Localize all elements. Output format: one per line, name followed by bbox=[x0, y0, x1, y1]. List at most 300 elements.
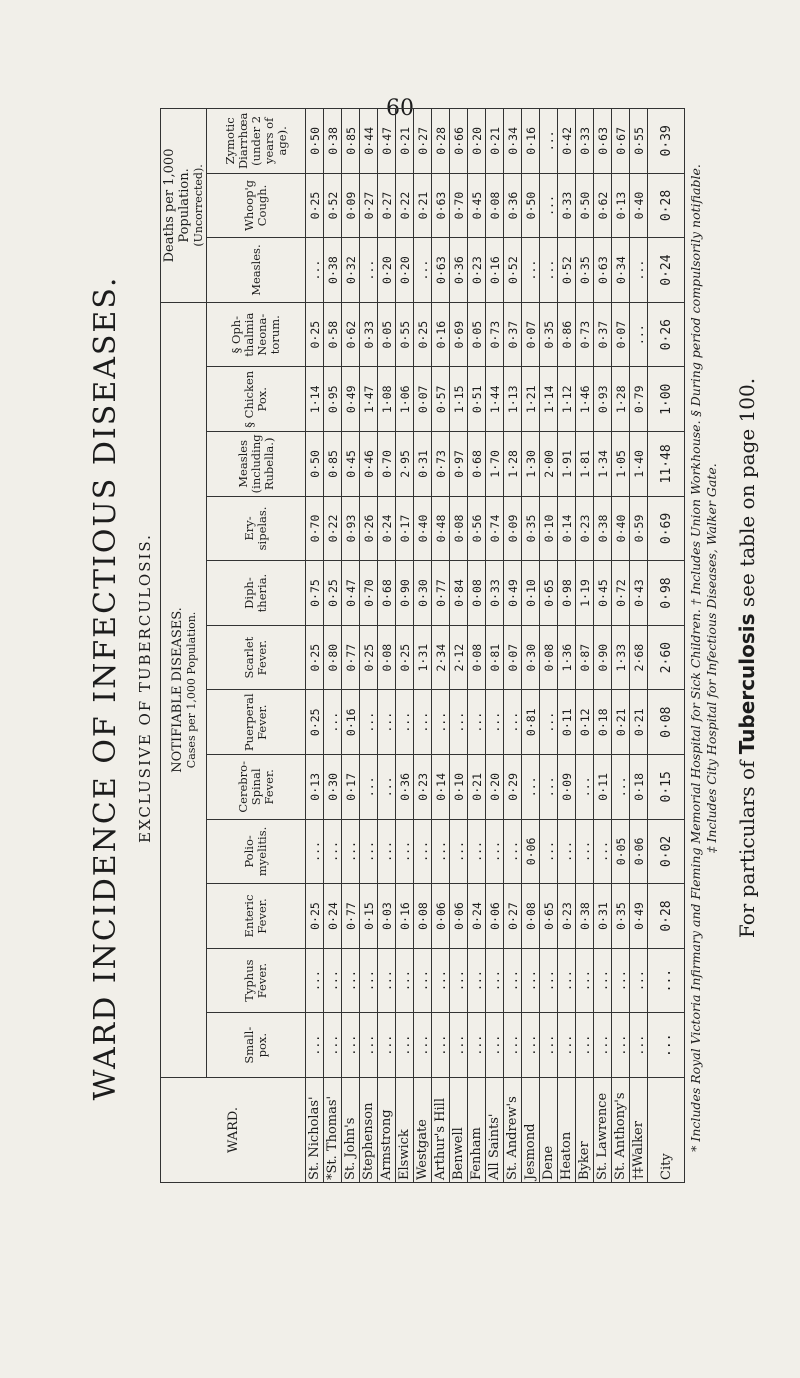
rate-cell: ... bbox=[540, 238, 558, 303]
rate-cell: 1·40 bbox=[630, 432, 648, 497]
rate-cell: ... bbox=[360, 755, 378, 820]
rate-cell: 0·14 bbox=[432, 755, 450, 820]
rate-cell: ... bbox=[360, 238, 378, 303]
rate-cell: 0·06 bbox=[630, 819, 648, 884]
column-header: Zymotic Diarrhœa (under 2 years of age). bbox=[207, 109, 306, 174]
rate-cell: ... bbox=[414, 819, 432, 884]
table-row bbox=[648, 109, 685, 1183]
rate-cell: 0·05 bbox=[612, 819, 630, 884]
page-title: WARD INCIDENCE OF INFECTIOUS DISEASES. bbox=[88, 275, 123, 1101]
rate-cell: ... bbox=[324, 690, 342, 755]
rate-cell: 2·95 bbox=[396, 432, 414, 497]
rate-cell: 0·09 bbox=[342, 173, 360, 238]
rate-cell: 0·93 bbox=[594, 367, 612, 432]
footnote-2: ‡ Includes City Hospital for Infectious Diseases, Walker Gate. bbox=[704, 463, 719, 853]
rate-cell: 0·52 bbox=[324, 173, 342, 238]
column-header: Whoop'g Cough. bbox=[207, 173, 306, 238]
ward-name: Armstrong bbox=[378, 1078, 396, 1183]
rate-cell: 0·63 bbox=[432, 173, 450, 238]
rate-cell: 0·77 bbox=[342, 625, 360, 690]
rate-cell: 0·55 bbox=[396, 302, 414, 367]
rate-cell: ... bbox=[450, 948, 468, 1013]
rate-cell: 2·12 bbox=[450, 625, 468, 690]
rate-cell: ... bbox=[630, 302, 648, 367]
rate-cell: 0·38 bbox=[594, 496, 612, 561]
rate-cell: ... bbox=[504, 948, 522, 1013]
rate-cell: 0·40 bbox=[630, 173, 648, 238]
column-header: Measles. bbox=[207, 238, 306, 303]
rate-cell: 0·21 bbox=[630, 690, 648, 755]
rate-cell: 0·98 bbox=[648, 561, 685, 626]
rate-cell: 0·63 bbox=[594, 109, 612, 174]
rate-cell: 0·31 bbox=[594, 884, 612, 949]
rate-cell: 0·09 bbox=[558, 755, 576, 820]
rate-cell: 0·23 bbox=[468, 238, 486, 303]
rate-cell: 0·70 bbox=[450, 173, 468, 238]
rate-cell: 0·08 bbox=[468, 625, 486, 690]
rate-cell: 0·08 bbox=[486, 173, 504, 238]
rate-cell: ... bbox=[306, 819, 324, 884]
rate-cell: 1·12 bbox=[558, 367, 576, 432]
rate-cell: 0·33 bbox=[558, 173, 576, 238]
footnote-1: * Includes Royal Victoria Infirmary and Fleming Memorial Hospital for Sick Children. † Includes Union Workhouse. § During period compulsorily notifiable. bbox=[688, 164, 703, 1152]
rate-cell: ... bbox=[324, 948, 342, 1013]
ward-name: St. John's bbox=[342, 1078, 360, 1183]
rate-cell: 0·16 bbox=[396, 884, 414, 949]
column-header: § Chicken Pox. bbox=[207, 367, 306, 432]
rate-cell: 0·16 bbox=[486, 238, 504, 303]
ward-name: Stephenson bbox=[360, 1078, 378, 1183]
rate-cell: 0·15 bbox=[648, 755, 685, 820]
rate-cell: 0·25 bbox=[306, 302, 324, 367]
column-header: § Oph-thalmia Neona-torum. bbox=[207, 302, 306, 367]
rate-cell: 0·38 bbox=[324, 109, 342, 174]
rate-cell: ... bbox=[468, 819, 486, 884]
column-header: Puerperal Fever. bbox=[207, 690, 306, 755]
rate-cell: ... bbox=[342, 819, 360, 884]
rate-cell: ... bbox=[306, 238, 324, 303]
rate-cell: ... bbox=[558, 1013, 576, 1078]
rate-cell: ... bbox=[306, 1013, 324, 1078]
rate-cell: ... bbox=[540, 690, 558, 755]
tuberculosis-reference bbox=[735, 98, 759, 1218]
ward-name: Westgate bbox=[414, 1078, 432, 1183]
rate-cell: ... bbox=[540, 819, 558, 884]
rate-cell: ... bbox=[540, 173, 558, 238]
rate-cell: ... bbox=[522, 1013, 540, 1078]
rate-cell: 0·25 bbox=[414, 302, 432, 367]
rate-cell: 0·35 bbox=[540, 302, 558, 367]
rate-cell: 1·33 bbox=[612, 625, 630, 690]
rate-cell: 0·08 bbox=[414, 884, 432, 949]
rate-cell: ... bbox=[432, 948, 450, 1013]
rate-cell: ... bbox=[414, 948, 432, 1013]
notifiable-group-title: NOTIFIABLE DISEASES. bbox=[169, 607, 185, 773]
rate-cell: 0·47 bbox=[342, 561, 360, 626]
rate-cell: ... bbox=[576, 1013, 594, 1078]
rate-cell: 0·23 bbox=[558, 884, 576, 949]
rate-cell: 1·14 bbox=[306, 367, 324, 432]
rate-cell: 0·81 bbox=[486, 625, 504, 690]
column-header: Typhus Fever. bbox=[207, 948, 306, 1013]
rate-cell: 0·20 bbox=[378, 238, 396, 303]
rate-cell: ... bbox=[540, 1013, 558, 1078]
rate-cell: 0·05 bbox=[468, 302, 486, 367]
rate-cell: 0·35 bbox=[576, 238, 594, 303]
deaths-group-note: (Uncorrected). bbox=[192, 164, 205, 247]
rate-cell: 1·28 bbox=[504, 432, 522, 497]
rate-cell: ... bbox=[450, 690, 468, 755]
rate-cell: 0·18 bbox=[594, 690, 612, 755]
rate-cell: ... bbox=[504, 819, 522, 884]
table-row bbox=[432, 109, 450, 1183]
rate-cell: 0·25 bbox=[396, 625, 414, 690]
rate-cell: ... bbox=[378, 690, 396, 755]
rate-cell: 1·30 bbox=[522, 432, 540, 497]
table-row bbox=[450, 109, 468, 1183]
rate-cell: 1·44 bbox=[486, 367, 504, 432]
incidence-table bbox=[160, 108, 685, 1183]
rate-cell: 0·11 bbox=[594, 755, 612, 820]
rate-cell: ... bbox=[432, 819, 450, 884]
rate-cell: 1·19 bbox=[576, 561, 594, 626]
table-row bbox=[468, 109, 486, 1183]
column-header-row bbox=[207, 109, 306, 1183]
table-row bbox=[522, 109, 540, 1183]
rate-cell: 0·38 bbox=[324, 238, 342, 303]
column-header: Cerebro-Spinal Fever. bbox=[207, 755, 306, 820]
rate-cell: ... bbox=[486, 819, 504, 884]
rate-cell: 0·25 bbox=[324, 561, 342, 626]
table-row bbox=[612, 109, 630, 1183]
rate-cell: 0·12 bbox=[576, 690, 594, 755]
table-row bbox=[576, 109, 594, 1183]
rate-cell: ... bbox=[306, 948, 324, 1013]
rate-cell: 0·59 bbox=[630, 496, 648, 561]
rate-cell: ... bbox=[504, 690, 522, 755]
rate-cell: 0·06 bbox=[432, 884, 450, 949]
rate-cell: 0·08 bbox=[522, 884, 540, 949]
rate-cell: 0·17 bbox=[342, 755, 360, 820]
rate-cell: 0·57 bbox=[432, 367, 450, 432]
rate-cell: 0·10 bbox=[450, 755, 468, 820]
rate-cell: ... bbox=[342, 948, 360, 1013]
rate-cell: ... bbox=[396, 1013, 414, 1078]
rate-cell: 0·56 bbox=[468, 496, 486, 561]
rate-cell: 0·65 bbox=[540, 884, 558, 949]
rate-cell: 0·49 bbox=[504, 561, 522, 626]
rate-cell: ... bbox=[360, 819, 378, 884]
ward-name: Jesmond bbox=[522, 1078, 540, 1183]
rate-cell: ... bbox=[324, 1013, 342, 1078]
rate-cell: 0·24 bbox=[648, 238, 685, 303]
rate-cell: 0·27 bbox=[504, 884, 522, 949]
rate-cell: 0·30 bbox=[414, 561, 432, 626]
rate-cell: 0·48 bbox=[432, 496, 450, 561]
rate-cell: 0·13 bbox=[306, 755, 324, 820]
rate-cell: ... bbox=[612, 755, 630, 820]
rate-cell: 0·40 bbox=[612, 496, 630, 561]
rate-cell: 0·98 bbox=[558, 561, 576, 626]
ward-name: Elswick bbox=[396, 1078, 414, 1183]
rate-cell: 0·28 bbox=[648, 884, 685, 949]
rate-cell: 0·44 bbox=[360, 109, 378, 174]
rate-cell: 0·73 bbox=[432, 432, 450, 497]
rate-cell: 0·08 bbox=[648, 690, 685, 755]
rate-cell: 0·50 bbox=[522, 173, 540, 238]
rate-cell: 0·38 bbox=[576, 884, 594, 949]
rate-cell: 0·14 bbox=[558, 496, 576, 561]
notifiable-group-header bbox=[161, 302, 207, 1077]
rate-cell: 0·23 bbox=[576, 496, 594, 561]
rate-cell: ... bbox=[396, 690, 414, 755]
rate-cell: 1·06 bbox=[396, 367, 414, 432]
rate-cell: 0·16 bbox=[342, 690, 360, 755]
rate-cell: 0·45 bbox=[342, 432, 360, 497]
rate-cell: 0·08 bbox=[468, 561, 486, 626]
table-row bbox=[306, 109, 324, 1183]
rate-cell: 0·36 bbox=[396, 755, 414, 820]
rate-cell: 0·27 bbox=[414, 109, 432, 174]
rate-cell: 0·10 bbox=[540, 496, 558, 561]
column-header: Polio-myelitis. bbox=[207, 819, 306, 884]
rate-cell: ... bbox=[558, 948, 576, 1013]
rate-cell: 0·39 bbox=[648, 109, 685, 174]
table-body bbox=[306, 109, 685, 1183]
rate-cell: ... bbox=[612, 1013, 630, 1078]
rate-cell: 1·81 bbox=[576, 432, 594, 497]
rate-cell: 0·25 bbox=[306, 625, 324, 690]
ward-name: St. Nicholas' bbox=[306, 1078, 324, 1183]
rate-cell: ... bbox=[486, 1013, 504, 1078]
rate-cell: 0·25 bbox=[306, 690, 324, 755]
rate-cell: ... bbox=[324, 819, 342, 884]
rate-cell: 0·50 bbox=[576, 173, 594, 238]
rate-cell: 0·62 bbox=[342, 302, 360, 367]
rate-cell: 0·52 bbox=[504, 238, 522, 303]
rate-cell: ... bbox=[540, 948, 558, 1013]
rate-cell: 1·47 bbox=[360, 367, 378, 432]
rate-cell: 0·47 bbox=[378, 109, 396, 174]
column-header: Ery-sipelas. bbox=[207, 496, 306, 561]
rate-cell: 0·52 bbox=[558, 238, 576, 303]
rate-cell: 0·40 bbox=[414, 496, 432, 561]
rate-cell: ... bbox=[576, 948, 594, 1013]
rate-cell: 0·67 bbox=[612, 109, 630, 174]
rate-cell: 0·31 bbox=[414, 432, 432, 497]
rate-cell: 0·50 bbox=[306, 109, 324, 174]
column-header: Enteric Fever. bbox=[207, 884, 306, 949]
column-header: Diph-theria. bbox=[207, 561, 306, 626]
rate-cell: ... bbox=[360, 690, 378, 755]
rate-cell: 0·46 bbox=[360, 432, 378, 497]
rate-cell: 0·51 bbox=[468, 367, 486, 432]
rate-cell: 2·68 bbox=[630, 625, 648, 690]
rate-cell: 0·74 bbox=[486, 496, 504, 561]
rate-cell: ... bbox=[486, 690, 504, 755]
rate-cell: 0·90 bbox=[594, 625, 612, 690]
rate-cell: 0·49 bbox=[342, 367, 360, 432]
rate-cell: ... bbox=[558, 819, 576, 884]
rate-cell: ... bbox=[504, 1013, 522, 1078]
table-row bbox=[558, 109, 576, 1183]
rate-cell: ... bbox=[432, 1013, 450, 1078]
rate-cell: ... bbox=[414, 1013, 432, 1078]
ref-prefix: For particulars of bbox=[735, 760, 759, 939]
rate-cell: 1·00 bbox=[648, 367, 685, 432]
rate-cell: 0·68 bbox=[468, 432, 486, 497]
rate-cell: ... bbox=[378, 755, 396, 820]
rate-cell: 0·21 bbox=[612, 690, 630, 755]
rate-cell: 0·24 bbox=[324, 884, 342, 949]
rate-cell: ... bbox=[378, 819, 396, 884]
rate-cell: 0·45 bbox=[468, 173, 486, 238]
rate-cell: 0·50 bbox=[306, 432, 324, 497]
page-number: 60 bbox=[386, 96, 414, 121]
rate-cell: 0·09 bbox=[504, 496, 522, 561]
rate-cell: 0·62 bbox=[594, 173, 612, 238]
rate-cell: 1·05 bbox=[612, 432, 630, 497]
rate-cell: ... bbox=[450, 1013, 468, 1078]
rate-cell: 0·26 bbox=[360, 496, 378, 561]
rate-cell: 1·46 bbox=[576, 367, 594, 432]
rate-cell: ... bbox=[468, 690, 486, 755]
rate-cell: 0·25 bbox=[306, 173, 324, 238]
rate-cell: ... bbox=[396, 948, 414, 1013]
rate-cell: 1·36 bbox=[558, 625, 576, 690]
rate-cell: ... bbox=[630, 238, 648, 303]
ward-name: Dene bbox=[540, 1078, 558, 1183]
rate-cell: 0·70 bbox=[306, 496, 324, 561]
rate-cell: ... bbox=[522, 238, 540, 303]
rate-cell: 1·14 bbox=[540, 367, 558, 432]
rate-cell: 0·70 bbox=[360, 561, 378, 626]
incidence-table-wrapper bbox=[160, 108, 675, 1183]
rate-cell: 0·55 bbox=[630, 109, 648, 174]
rate-cell: 0·18 bbox=[630, 755, 648, 820]
rate-cell: ... bbox=[576, 755, 594, 820]
rate-cell: 0·28 bbox=[648, 173, 685, 238]
rate-cell: 0·77 bbox=[432, 561, 450, 626]
rate-cell: ... bbox=[468, 948, 486, 1013]
rate-cell: 0·77 bbox=[342, 884, 360, 949]
rate-cell: 0·87 bbox=[576, 625, 594, 690]
notifiable-group-unit: Cases per 1,000 Population. bbox=[184, 611, 198, 769]
rate-cell: 0·34 bbox=[612, 238, 630, 303]
rate-cell: 0·72 bbox=[612, 561, 630, 626]
rate-cell: 0·20 bbox=[396, 238, 414, 303]
column-header: Measles (including Rubella.) bbox=[207, 432, 306, 497]
table-row bbox=[486, 109, 504, 1183]
rate-cell: 0·35 bbox=[522, 496, 540, 561]
table-row bbox=[504, 109, 522, 1183]
rate-cell: 0·30 bbox=[324, 755, 342, 820]
rate-cell: 0·69 bbox=[450, 302, 468, 367]
rate-cell: 0·32 bbox=[342, 238, 360, 303]
rate-cell: 0·21 bbox=[396, 109, 414, 174]
rate-cell: ... bbox=[450, 819, 468, 884]
rate-cell: 0·42 bbox=[558, 109, 576, 174]
table-row bbox=[360, 109, 378, 1183]
rate-cell: 0·49 bbox=[630, 884, 648, 949]
rate-cell: ... bbox=[630, 948, 648, 1013]
rate-cell: ... bbox=[630, 1013, 648, 1078]
rate-cell: 0·33 bbox=[576, 109, 594, 174]
rate-cell: 0·33 bbox=[360, 302, 378, 367]
rate-cell: 0·16 bbox=[522, 109, 540, 174]
rate-cell: 0·69 bbox=[648, 496, 685, 561]
rate-cell: 0·20 bbox=[486, 755, 504, 820]
rate-cell: 1·21 bbox=[522, 367, 540, 432]
rate-cell: 0·10 bbox=[522, 561, 540, 626]
rate-cell: 0·07 bbox=[414, 367, 432, 432]
rate-cell: 0·84 bbox=[450, 561, 468, 626]
rate-cell: 2·34 bbox=[432, 625, 450, 690]
rate-cell: 0·73 bbox=[486, 302, 504, 367]
rate-cell: 0·08 bbox=[540, 625, 558, 690]
ward-name: City bbox=[648, 1078, 685, 1183]
table-row bbox=[378, 109, 396, 1183]
rate-cell: 0·81 bbox=[522, 690, 540, 755]
rate-cell: ... bbox=[468, 1013, 486, 1078]
rate-cell: 0·80 bbox=[324, 625, 342, 690]
rate-cell: 0·58 bbox=[324, 302, 342, 367]
deaths-group-header bbox=[161, 109, 207, 303]
rate-cell: ... bbox=[540, 755, 558, 820]
rate-cell: 11·48 bbox=[648, 432, 685, 497]
rate-cell: 0·07 bbox=[612, 302, 630, 367]
ward-name: Benwell bbox=[450, 1078, 468, 1183]
rate-cell: 0·85 bbox=[342, 109, 360, 174]
rate-cell: ... bbox=[342, 1013, 360, 1078]
rate-cell: 0·34 bbox=[504, 109, 522, 174]
rate-cell: ... bbox=[594, 819, 612, 884]
rate-cell: 0·27 bbox=[360, 173, 378, 238]
rate-cell: 1·13 bbox=[504, 367, 522, 432]
rate-cell: ... bbox=[540, 109, 558, 174]
rate-cell: 0·73 bbox=[576, 302, 594, 367]
rate-cell: 0·93 bbox=[342, 496, 360, 561]
rate-cell: 0·85 bbox=[324, 432, 342, 497]
rate-cell: 0·29 bbox=[504, 755, 522, 820]
ward-name: Fenham bbox=[468, 1078, 486, 1183]
rate-cell: 0·28 bbox=[432, 109, 450, 174]
rate-cell: 0·25 bbox=[306, 884, 324, 949]
rate-cell: 0·90 bbox=[396, 561, 414, 626]
rate-cell: 0·95 bbox=[324, 367, 342, 432]
rate-cell: 0·16 bbox=[432, 302, 450, 367]
rate-cell: 0·37 bbox=[594, 302, 612, 367]
ward-name: All Saints' bbox=[486, 1078, 504, 1183]
rate-cell: ... bbox=[378, 1013, 396, 1078]
rate-cell: 0·06 bbox=[522, 819, 540, 884]
rate-cell: ... bbox=[576, 819, 594, 884]
rate-cell: ... bbox=[522, 948, 540, 1013]
rate-cell: 0·37 bbox=[504, 302, 522, 367]
rate-cell: 0·07 bbox=[522, 302, 540, 367]
rate-cell: 0·26 bbox=[648, 302, 685, 367]
rate-cell: 0·36 bbox=[450, 238, 468, 303]
ward-name: St. Lawrence bbox=[594, 1078, 612, 1183]
ward-name: Byker bbox=[576, 1078, 594, 1183]
rate-cell: 0·63 bbox=[432, 238, 450, 303]
rate-cell: 0·13 bbox=[612, 173, 630, 238]
rate-cell: ... bbox=[612, 948, 630, 1013]
ref-bold: Tuberculosis bbox=[735, 613, 759, 755]
table-row bbox=[396, 109, 414, 1183]
table-row bbox=[342, 109, 360, 1183]
table-row bbox=[324, 109, 342, 1183]
